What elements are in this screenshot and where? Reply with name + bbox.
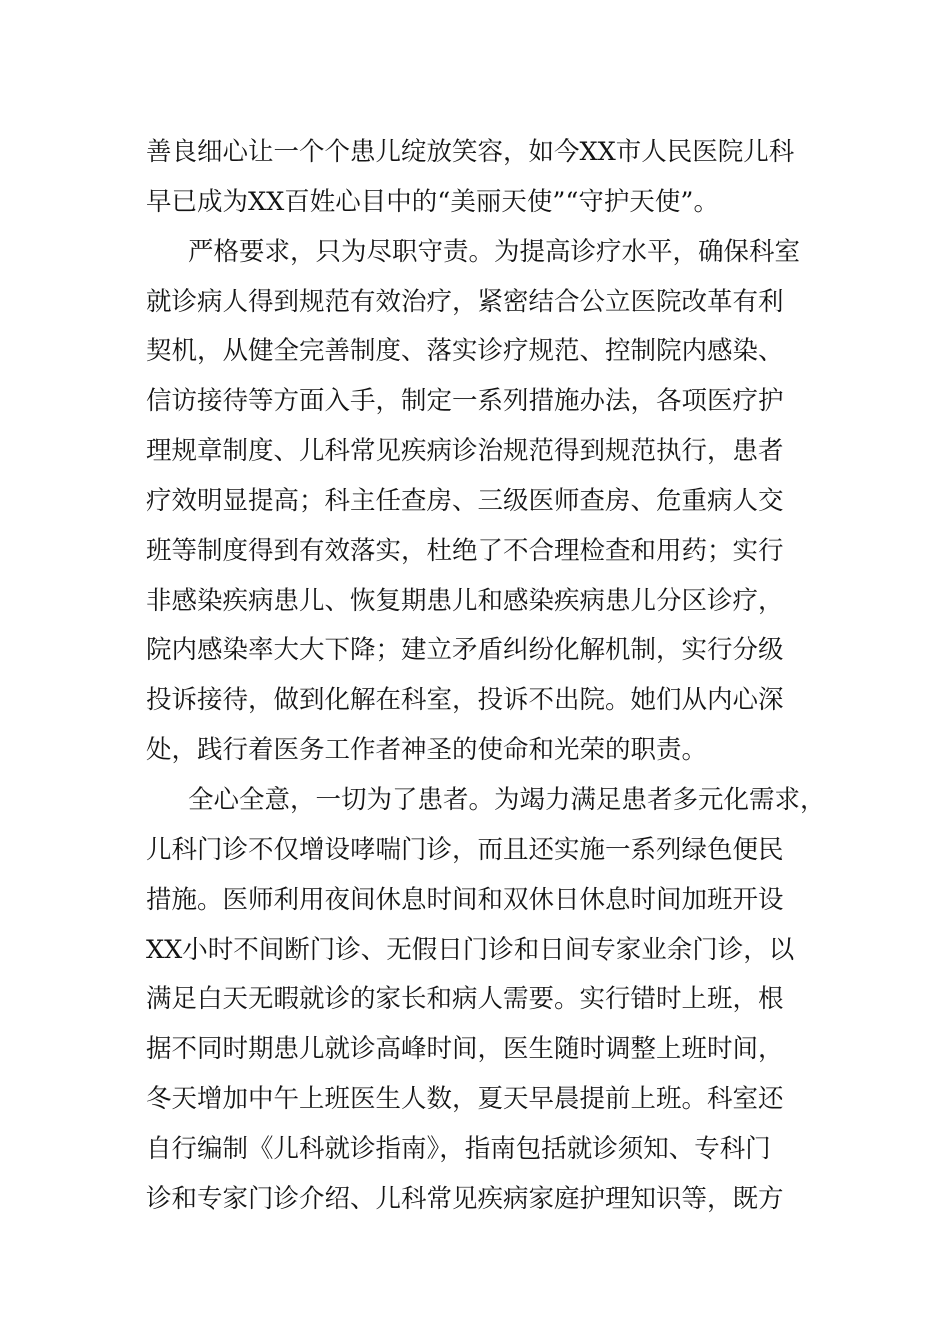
text-line: 善良细心让一个个患儿绽放笑容，如今XX市人民医院儿科 xyxy=(146,137,795,167)
text-line: 满足白天无暇就诊的家长和病人需要。实行错时上班，根 xyxy=(146,984,784,1015)
text-line: 儿科门诊不仅增设哮喘门诊，而且还实施一系列绿色便民 xyxy=(146,834,784,865)
text-line: 投诉接待，做到化解在科室，投诉不出院。她们从内心深 xyxy=(146,685,784,716)
text-line: 契机，从健全完善制度、落实诊疗规范、控制院内感染、 xyxy=(146,336,784,367)
text-line: XX小时不间断门诊、无假日门诊和日间专家业余门诊，以 xyxy=(146,934,795,965)
text-line: 处，践行着医务工作者神圣的使命和光荣的职责。 xyxy=(146,735,708,766)
text-line: 全心全意，一切为了患者。为竭力满足患者多元化需求， xyxy=(188,784,826,815)
text-line: 理规章制度、儿科常见疾病诊治规范得到规范执行，患者 xyxy=(146,436,784,467)
text-line: 诊和专家门诊介绍、儿科常见疾病家庭护理知识等，既方 xyxy=(146,1183,784,1214)
text-line: 冬天增加中午上班医生人数，夏天早晨提前上班。科室还 xyxy=(146,1084,784,1115)
text-line: 院内感染率大大下降；建立矛盾纠纷化解机制，实行分级 xyxy=(146,635,784,666)
text-line: 班等制度得到有效落实，杜绝了不合理检查和用药；实行 xyxy=(146,535,784,566)
text-line: 疗效明显提高；科主任查房、三级医师查房、危重病人交 xyxy=(146,485,784,516)
document-body xyxy=(0,128,950,1225)
text-line: 措施。医师利用夜间休息时间和双休日休息时间加班开设 xyxy=(146,884,784,915)
text-line: 自行编制《儿科就诊指南》，指南包括就诊须知、专科门 xyxy=(146,1133,771,1164)
text-line: 早已成为XX百姓心目中的“美丽天使”“守护天使”。 xyxy=(146,186,719,217)
text-line: 据不同时期患儿就诊高峰时间，医生随时调整上班时间， xyxy=(146,1034,784,1065)
text-line: 就诊病人得到规范有效治疗，紧密结合公立医院改革有利 xyxy=(146,286,784,317)
text-line: 严格要求，只为尽职守责。为提高诊疗水平，确保科室 xyxy=(188,236,801,267)
text-line: 信访接待等方面入手，制定一系列措施办法，各项医疗护 xyxy=(146,386,784,417)
text-line: 非感染疾病患儿、恢复期患儿和感染疾病患儿分区诊疗， xyxy=(146,585,784,616)
